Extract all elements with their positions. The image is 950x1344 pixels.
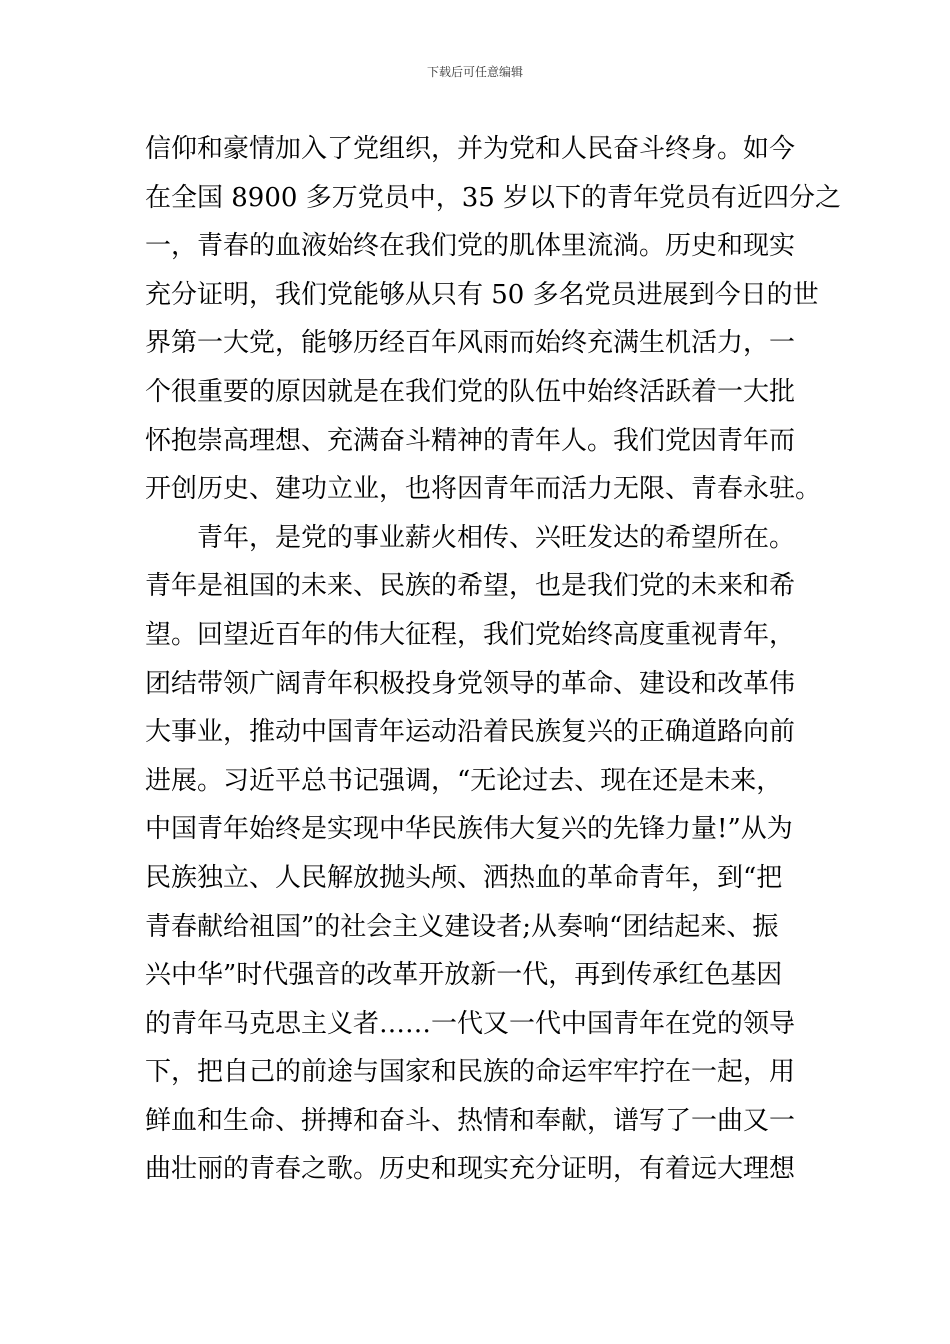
text-line: 鲜血和生命、拼搏和奋斗、热情和奉献，谱写了一曲又一 bbox=[145, 1105, 796, 1136]
paragraph-first-line: 青年，是党的事业薪火相传、兴旺发达的希望所在。 bbox=[197, 522, 796, 553]
text-line: 个很重要的原因就是在我们党的队伍中始终活跃着一大批 bbox=[145, 376, 796, 407]
text-line: 青年是祖国的未来、民族的希望，也是我们党的未来和希 bbox=[145, 571, 796, 602]
text-line: 进展。习近平总书记强调，“无论过去、现在还是未来， bbox=[145, 765, 783, 796]
text-line: 界第一大党，能够历经百年风雨而始终充满生机活力，一 bbox=[145, 328, 796, 359]
text-line: 望。回望近百年的伟大征程，我们党始终高度重视青年， bbox=[145, 619, 796, 650]
text-line: 的青年马克思主义者……一代又一代中国青年在党的领导 bbox=[145, 1008, 796, 1039]
text-line: 中国青年始终是实现中华民族伟大复兴的先锋力量!”从为 bbox=[145, 814, 793, 845]
text-line: 充分证明，我们党能够从只有 50 多名党员进展到今日的世 bbox=[145, 279, 819, 310]
text-line: 大事业，推动中国青年运动沿着民族复兴的正确道路向前 bbox=[145, 717, 796, 748]
document-body bbox=[145, 125, 842, 1194]
text-line: 曲壮丽的青春之歌。历史和现实充分证明，有着远大理想 bbox=[145, 1154, 796, 1185]
text-line: 下，把自己的前途与国家和民族的命运牢牢拧在一起，用 bbox=[145, 1057, 796, 1088]
text-line: 民族独立、人民解放抛头颅、洒热血的革命青年，到“把 bbox=[145, 862, 783, 893]
text-line: 开创历史、建功立业，也将因青年而活力无限、青春永驻。 bbox=[145, 474, 822, 505]
text-line: 一，青春的血液始终在我们党的肌体里流淌。历史和现实 bbox=[145, 231, 796, 262]
text-line: 怀抱崇高理想、充满奋斗精神的青年人。我们党因青年而 bbox=[145, 425, 796, 456]
text-line: 在全国 8900 多万党员中，35 岁以下的青年党员有近四分之 bbox=[145, 182, 842, 213]
text-line: 团结带领广阔青年积极投身党领导的革命、建设和改革伟 bbox=[145, 668, 796, 699]
text-line: 青春献给祖国”的社会主义建设者;从奏响“团结起来、振 bbox=[145, 911, 779, 942]
text-line: 兴中华”时代强音的改革开放新一代，再到传承红色基因 bbox=[145, 960, 783, 991]
page-header: 下载后可任意编辑 bbox=[426, 65, 523, 79]
text-line: 信仰和豪情加入了党组织，并为党和人民奋斗终身。如今 bbox=[145, 134, 796, 164]
